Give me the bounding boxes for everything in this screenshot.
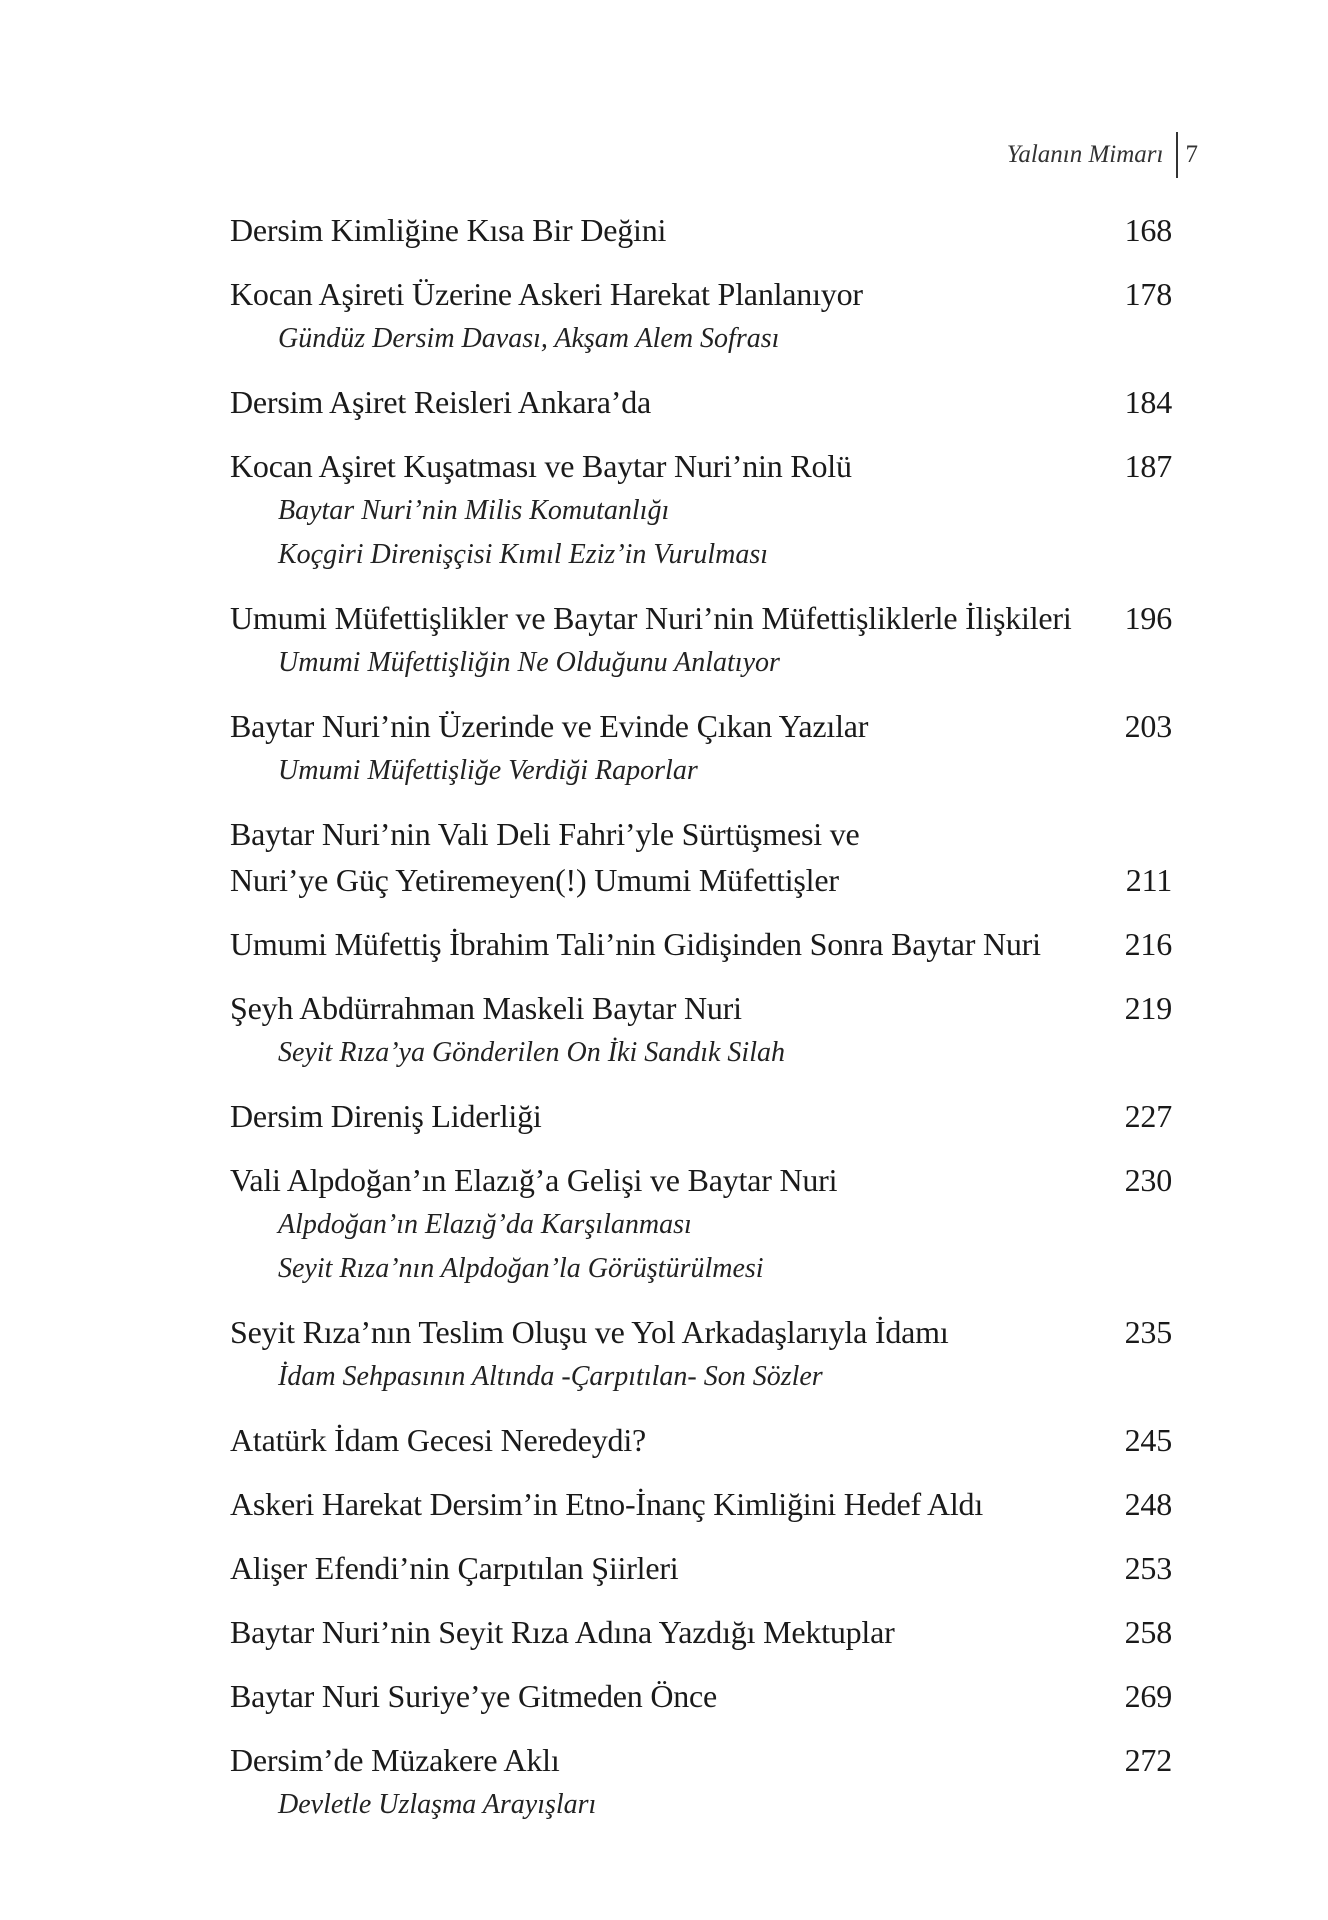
toc-entry-title-line [230,985,1172,1031]
toc-entry-page-number: 219 [1124,990,1172,1026]
toc-entry-title: Alişer Efendi’nin Çarpıtılan Şiirleri [230,1550,679,1586]
toc-entry-page-number: 178 [1124,276,1172,312]
toc-entry-title-line [230,595,1172,641]
toc-subentry: Koçgiri Direnişçisi Kımıl Eziz’in Vurulması [278,539,769,570]
toc-entry-title: Kocan Aşireti Üzerine Askeri Harekat Planlanıyor [230,276,863,312]
toc-entry [230,1417,1172,1463]
toc-subentry: Alpdoğan’ın Elazığ’da Karşılanması [278,1209,692,1240]
running-header [1007,132,1198,178]
toc-subentry: Gündüz Dersim Davası, Akşam Alem Sofrası [278,323,780,354]
toc-entry-title: Seyit Rıza’nın Teslim Oluşu ve Yol Arkadaşlarıyla İdamı [230,1314,949,1350]
toc-subentry: Seyit Rıza’nın Alpdoğan’la Görüştürülmesi [278,1253,764,1284]
toc-entry-page-number: 245 [1124,1422,1172,1458]
toc-entry-page-number: 216 [1124,926,1172,962]
toc-entry [230,921,1172,967]
toc-entry-page-number: 235 [1124,1314,1172,1350]
toc-entry-title: Baytar Nuri Suriye’ye Gitmeden Önce [230,1678,718,1714]
toc-subentry: Umumi Müfettişliğin Ne Olduğunu Anlatıyor [278,647,780,678]
toc-entry-page-number: 211 [1125,862,1172,898]
toc-entry-title-line [230,1481,1172,1527]
toc-entry-title: Nuri’ye Güç Yetiremeyen(!) Umumi Müfettişler [230,862,839,898]
toc-entry [230,271,1172,361]
toc-entry [230,703,1172,793]
toc-subentry: İdam Sehpasının Altında -Çarpıtılan- Son Sözler [278,1361,823,1392]
toc-entry-title: Dersim Direniş Liderliği [230,1098,542,1134]
toc-entry-title-line [230,1417,1172,1463]
toc-subentry: Baytar Nuri’nin Milis Komutanlığı [278,495,670,526]
toc-entry [230,207,1172,253]
toc-entry-title-line [230,1609,1172,1655]
toc-entry-title: Baytar Nuri’nin Vali Deli Fahri’yle Sürtüşmesi ve [230,816,860,852]
toc-entry [230,1673,1172,1719]
toc-entry-title-line [230,379,1172,425]
toc-entry-title: Dersim Aşiret Reisleri Ankara’da [230,384,652,420]
toc-entry [230,1093,1172,1139]
table-of-contents [230,207,1172,1845]
running-header-title: Yalanın Mimarı [1006,141,1164,168]
toc-entry-page-number: 196 [1124,600,1172,636]
toc-entry-title-line [230,1309,1172,1355]
toc-entry [230,1309,1172,1399]
toc-entry-title: Dersim’de Müzakere Aklı [230,1742,560,1778]
toc-entry-title-line [230,811,1172,857]
toc-entry-title: Baytar Nuri’nin Üzerinde ve Evinde Çıkan Yazılar [230,708,869,744]
toc-entry [230,811,1172,903]
toc-entry [230,985,1172,1075]
toc-entry-title-line [230,1737,1172,1783]
toc-entry-title: Atatürk İdam Gecesi Neredeydi? [230,1422,647,1458]
toc-entry-page-number: 230 [1124,1162,1172,1198]
toc-entry-title-line [230,443,1172,489]
toc-entry-title-line [230,1157,1172,1203]
toc-entry-title-line [230,703,1172,749]
toc-entry-page-number: 187 [1124,448,1172,484]
toc-entry-title-line [230,1545,1172,1591]
toc-entry-title-line [230,1673,1172,1719]
toc-entry-title-line [230,1093,1172,1139]
toc-entry-page-number: 269 [1124,1678,1172,1714]
toc-entry [230,1609,1172,1655]
toc-entry-page-number: 203 [1124,708,1172,744]
toc-entry [230,1481,1172,1527]
toc-entry-title: Şeyh Abdürrahman Maskeli Baytar Nuri [230,990,742,1026]
toc-entry [230,595,1172,685]
toc-entry-title: Baytar Nuri’nin Seyit Rıza Adına Yazdığı Mektuplar [230,1614,895,1650]
toc-entry-title: Dersim Kimliğine Kısa Bir Değini [230,212,667,248]
running-header-page-number: 7 [1185,141,1198,168]
toc-entry-title: Askeri Harekat Dersim’in Etno-İnanç Kimliğini Hedef Aldı [230,1486,984,1522]
toc-entry-title-line [230,207,1172,253]
toc-entry-page-number: 258 [1124,1614,1172,1650]
toc-entry [230,443,1172,577]
toc-entry-page-number: 248 [1124,1486,1172,1522]
toc-entry-page-number: 184 [1124,384,1172,420]
toc-entry-title: Kocan Aşiret Kuşatması ve Baytar Nuri’nin Rolü [230,448,852,484]
toc-entry-title-line [230,857,1172,903]
toc-subentry: Umumi Müfettişliğe Verdiği Raporlar [278,755,698,786]
toc-entry-page-number: 272 [1124,1742,1172,1778]
toc-entry-title: Umumi Müfettişlikler ve Baytar Nuri’nin Müfettişliklerle İlişkileri [230,600,1072,636]
toc-entry-page-number: 168 [1124,212,1172,248]
toc-entry-page-number: 253 [1124,1550,1172,1586]
toc-entry-title-line [230,921,1172,967]
toc-entry-page-number: 227 [1124,1098,1172,1134]
toc-subentry: Devletle Uzlaşma Arayışları [278,1789,597,1820]
toc-entry [230,1737,1172,1827]
toc-entry-title: Vali Alpdoğan’ın Elazığ’a Gelişi ve Baytar Nuri [230,1162,838,1198]
toc-subentry: Seyit Rıza’ya Gönderilen On İki Sandık Silah [278,1037,785,1068]
toc-entry [230,1157,1172,1291]
toc-entry [230,1545,1172,1591]
toc-entry-title: Umumi Müfettiş İbrahim Tali’nin Gidişinden Sonra Baytar Nuri [230,926,1041,962]
toc-entry [230,379,1172,425]
toc-entry-title-line [230,271,1172,317]
